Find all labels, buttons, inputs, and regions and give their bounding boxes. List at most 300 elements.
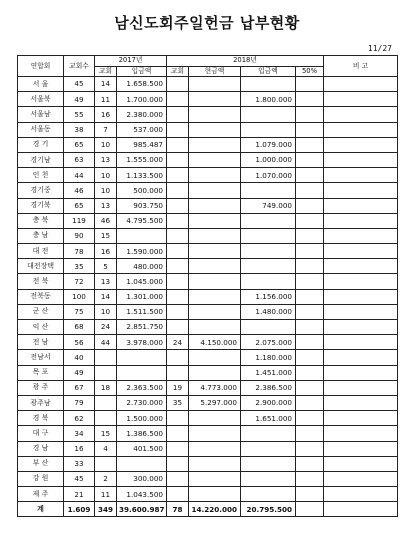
row-2018-cash (189, 228, 241, 243)
row-note (324, 183, 398, 198)
row-2018-churches (167, 304, 189, 319)
row-region: 전남서 (18, 350, 64, 365)
row-2017-churches: 14 (95, 77, 117, 92)
table-row (18, 395, 398, 410)
row-2018-pct (296, 168, 324, 183)
row-2017-churches: 13 (95, 274, 117, 289)
row-2017-churches: 46 (95, 213, 117, 228)
total-count: 1.609 (64, 502, 95, 517)
row-note (324, 274, 398, 289)
row-2017-churches: 11 (95, 92, 117, 107)
row-2018-churches (167, 274, 189, 289)
row-2018-churches (167, 107, 189, 122)
row-note (324, 335, 398, 350)
header-year-2018: 2018년 (167, 56, 324, 67)
row-region: 경 북 (18, 411, 64, 426)
row-note (324, 259, 398, 274)
row-2018-pct (296, 92, 324, 107)
row-church-count: 67 (64, 380, 95, 395)
row-2017-amount: 1.700.000 (117, 92, 167, 107)
row-note (324, 213, 398, 228)
row-2018-churches (167, 137, 189, 152)
row-2018-churches (167, 487, 189, 502)
row-2017-churches: 2 (95, 471, 117, 486)
row-church-count: 16 (64, 441, 95, 456)
row-2017-amount: 300.000 (117, 471, 167, 486)
table-row (18, 350, 398, 365)
row-2017-amount: 2.730.000 (117, 395, 167, 410)
row-2018-cash (189, 365, 241, 380)
row-2017-churches: 5 (95, 259, 117, 274)
row-note (324, 122, 398, 137)
row-note (324, 228, 398, 243)
row-2017-amount: 1.511.500 (117, 304, 167, 319)
row-church-count: 45 (64, 77, 95, 92)
row-2018-churches (167, 122, 189, 137)
row-2018-amount: 1.800.000 (241, 92, 296, 107)
row-2018-pct (296, 228, 324, 243)
row-2018-cash (189, 304, 241, 319)
header-year-2017: 2017년 (95, 56, 167, 67)
row-region: 서울북 (18, 92, 64, 107)
row-2018-amount (241, 456, 296, 471)
row-2017-amount (117, 456, 167, 471)
total-2018-amount: 20.795.500 (241, 502, 296, 517)
table-row (18, 228, 398, 243)
row-2018-amount: 1.070.000 (241, 168, 296, 183)
row-church-count: 62 (64, 411, 95, 426)
table-row (18, 320, 398, 335)
row-note (324, 168, 398, 183)
header-2018-cash: 현금액 (189, 66, 241, 77)
row-2018-cash: 4.773.000 (189, 380, 241, 395)
row-2018-amount: 1.480.000 (241, 304, 296, 319)
row-2017-amount: 1.658.500 (117, 77, 167, 92)
row-2017-amount: 1.043.500 (117, 487, 167, 502)
header-2017-churches: 교회 (95, 66, 117, 77)
row-2018-amount: 2.386.500 (241, 380, 296, 395)
row-church-count: 45 (64, 471, 95, 486)
row-church-count: 33 (64, 456, 95, 471)
row-region: 대전장택 (18, 259, 64, 274)
row-2017-churches: 16 (95, 107, 117, 122)
row-2018-cash: 4.150.000 (189, 335, 241, 350)
row-2018-pct (296, 289, 324, 304)
row-2017-churches (95, 350, 117, 365)
row-2017-amount: 480.000 (117, 259, 167, 274)
row-note (324, 380, 398, 395)
row-2018-pct (296, 441, 324, 456)
total-2018-cash: 14.220.000 (189, 502, 241, 517)
row-2017-churches: 10 (95, 137, 117, 152)
row-2017-amount: 3.978.000 (117, 335, 167, 350)
total-2018-pct (296, 502, 324, 517)
row-2018-cash (189, 183, 241, 198)
page-number: 11/27 (367, 44, 392, 53)
row-2017-amount: 1.045.000 (117, 274, 167, 289)
row-2018-amount (241, 77, 296, 92)
total-row (18, 502, 398, 517)
row-2018-churches (167, 350, 189, 365)
row-region: 전 남 (18, 335, 64, 350)
row-church-count: 63 (64, 152, 95, 167)
row-2017-amount: 903.750 (117, 198, 167, 213)
row-church-count: 100 (64, 289, 95, 304)
row-region: 경기남 (18, 152, 64, 167)
row-2018-churches (167, 168, 189, 183)
row-2018-cash (189, 77, 241, 92)
row-2018-pct (296, 304, 324, 319)
row-2018-cash (189, 137, 241, 152)
row-region: 군 산 (18, 304, 64, 319)
row-region: 충 남 (18, 228, 64, 243)
row-church-count: 46 (64, 183, 95, 198)
row-2018-amount (241, 183, 296, 198)
row-2018-cash (189, 152, 241, 167)
row-2017-amount (117, 228, 167, 243)
row-2017-amount: 985.487 (117, 137, 167, 152)
row-2018-cash (189, 426, 241, 441)
row-2017-amount: 1.301.000 (117, 289, 167, 304)
row-church-count: 44 (64, 168, 95, 183)
row-2018-amount: 1.180.000 (241, 350, 296, 365)
row-2018-pct (296, 274, 324, 289)
row-2018-amount (241, 441, 296, 456)
row-note (324, 441, 398, 456)
row-2017-amount: 2.851.750 (117, 320, 167, 335)
row-2018-amount: 749.000 (241, 198, 296, 213)
row-2018-amount: 1.651.000 (241, 411, 296, 426)
table-row (18, 335, 398, 350)
row-2018-pct (296, 183, 324, 198)
row-2018-pct (296, 152, 324, 167)
row-2017-churches (95, 395, 117, 410)
row-region: 강 원 (18, 471, 64, 486)
row-2018-amount: 1.079.000 (241, 137, 296, 152)
table-row (18, 365, 398, 380)
row-2018-amount (241, 471, 296, 486)
row-2018-cash (189, 274, 241, 289)
table-row (18, 411, 398, 426)
payment-status-table (17, 55, 398, 517)
row-2018-pct (296, 456, 324, 471)
row-2018-pct (296, 335, 324, 350)
row-2017-churches: 16 (95, 244, 117, 259)
row-2018-pct (296, 259, 324, 274)
row-2018-amount: 2.900.000 (241, 395, 296, 410)
table-row (18, 244, 398, 259)
table-row (18, 259, 398, 274)
row-2017-amount: 4.795.500 (117, 213, 167, 228)
row-note (324, 152, 398, 167)
row-2018-pct (296, 244, 324, 259)
header-2018-pct: 50% (296, 66, 324, 77)
table-row (18, 213, 398, 228)
table-row (18, 168, 398, 183)
row-region: 충 북 (18, 213, 64, 228)
row-2018-churches (167, 456, 189, 471)
row-2018-pct (296, 411, 324, 426)
row-2018-churches: 19 (167, 380, 189, 395)
row-2017-amount (117, 350, 167, 365)
table-row (18, 77, 398, 92)
row-2018-amount: 2.075.000 (241, 335, 296, 350)
table-row (18, 471, 398, 486)
row-2018-churches (167, 259, 189, 274)
table-row (18, 152, 398, 167)
page-title: 남신도회주일헌금 납부현황 (114, 14, 300, 32)
row-2018-pct (296, 107, 324, 122)
row-2017-churches (95, 411, 117, 426)
row-2017-churches (95, 456, 117, 471)
row-2018-cash (189, 122, 241, 137)
row-2017-churches: 24 (95, 320, 117, 335)
row-2017-churches: 7 (95, 122, 117, 137)
header-remarks: 비 고 (324, 56, 398, 77)
row-2018-amount (241, 228, 296, 243)
total-note (324, 502, 398, 517)
row-2018-amount (241, 274, 296, 289)
row-region: 익 산 (18, 320, 64, 335)
table-row (18, 456, 398, 471)
row-2018-amount (241, 259, 296, 274)
row-2018-churches (167, 289, 189, 304)
row-note (324, 350, 398, 365)
row-2018-amount: 1.156.000 (241, 289, 296, 304)
total-2018-churches: 78 (167, 502, 189, 517)
row-2018-churches: 24 (167, 335, 189, 350)
row-region: 인 천 (18, 168, 64, 183)
table-row (18, 304, 398, 319)
row-region: 경기중 (18, 183, 64, 198)
row-church-count: 38 (64, 122, 95, 137)
row-2018-pct (296, 320, 324, 335)
row-2018-churches (167, 92, 189, 107)
row-2018-churches (167, 77, 189, 92)
row-2018-cash: 5.297.000 (189, 395, 241, 410)
row-church-count: 55 (64, 107, 95, 122)
row-note (324, 304, 398, 319)
table-row (18, 380, 398, 395)
row-2018-pct (296, 198, 324, 213)
table-row (18, 137, 398, 152)
row-church-count: 79 (64, 395, 95, 410)
row-region: 광 주 (18, 380, 64, 395)
row-2018-amount (241, 107, 296, 122)
row-church-count: 65 (64, 137, 95, 152)
row-2018-amount (241, 213, 296, 228)
row-2018-churches (167, 213, 189, 228)
row-note (324, 198, 398, 213)
row-2017-churches (95, 365, 117, 380)
row-2018-churches (167, 426, 189, 441)
row-church-count: 119 (64, 213, 95, 228)
row-region: 경기북 (18, 198, 64, 213)
row-note (324, 395, 398, 410)
row-region: 전 북 (18, 274, 64, 289)
row-church-count: 35 (64, 259, 95, 274)
row-2018-pct (296, 213, 324, 228)
row-region: 대 구 (18, 426, 64, 441)
header-2017-amount: 입금액 (117, 66, 167, 77)
row-2018-cash (189, 213, 241, 228)
row-2018-cash (189, 198, 241, 213)
row-2017-churches: 14 (95, 289, 117, 304)
row-2018-churches (167, 320, 189, 335)
row-2017-amount: 1.555.000 (117, 152, 167, 167)
total-label: 계 (18, 502, 64, 517)
row-note (324, 426, 398, 441)
table-row (18, 122, 398, 137)
row-2018-pct (296, 365, 324, 380)
row-region: 경 기 (18, 137, 64, 152)
row-2018-churches (167, 183, 189, 198)
row-church-count: 21 (64, 487, 95, 502)
row-region: 경 남 (18, 441, 64, 456)
row-2018-cash (189, 289, 241, 304)
row-2017-churches: 15 (95, 426, 117, 441)
table-row (18, 183, 398, 198)
row-church-count: 78 (64, 244, 95, 259)
row-region: 부 산 (18, 456, 64, 471)
row-note (324, 289, 398, 304)
row-church-count: 90 (64, 228, 95, 243)
row-2018-cash (189, 168, 241, 183)
row-church-count: 72 (64, 274, 95, 289)
row-church-count: 49 (64, 365, 95, 380)
total-2017-churches: 349 (95, 502, 117, 517)
row-region: 목 포 (18, 365, 64, 380)
row-region: 제 주 (18, 487, 64, 502)
row-region: 서울동 (18, 122, 64, 137)
table-row (18, 426, 398, 441)
row-region: 전북동 (18, 289, 64, 304)
row-2018-churches: 35 (167, 395, 189, 410)
row-church-count: 75 (64, 304, 95, 319)
row-church-count: 68 (64, 320, 95, 335)
row-2017-churches: 10 (95, 304, 117, 319)
row-note (324, 471, 398, 486)
row-2018-amount (241, 244, 296, 259)
row-2018-churches (167, 471, 189, 486)
row-2017-churches: 13 (95, 152, 117, 167)
row-2018-pct (296, 137, 324, 152)
row-2018-churches (167, 152, 189, 167)
row-region: 서 울 (18, 77, 64, 92)
row-region: 서울남 (18, 107, 64, 122)
row-2018-cash (189, 350, 241, 365)
row-2018-cash (189, 441, 241, 456)
row-2018-amount: 1.451.000 (241, 365, 296, 380)
row-2018-cash (189, 456, 241, 471)
row-church-count: 65 (64, 198, 95, 213)
table-row (18, 289, 398, 304)
table-row (18, 92, 398, 107)
row-note (324, 107, 398, 122)
table-row (18, 274, 398, 289)
row-2018-cash (189, 471, 241, 486)
row-2018-churches (167, 441, 189, 456)
row-2017-amount: 1.133.500 (117, 168, 167, 183)
row-2017-amount: 1.386.500 (117, 426, 167, 441)
row-2018-churches (167, 411, 189, 426)
row-church-count: 49 (64, 92, 95, 107)
row-2017-churches: 10 (95, 168, 117, 183)
row-2018-churches (167, 365, 189, 380)
row-2017-churches: 44 (95, 335, 117, 350)
row-note (324, 487, 398, 502)
row-2018-churches (167, 228, 189, 243)
row-2017-amount: 1.500.000 (117, 411, 167, 426)
row-2017-churches: 13 (95, 198, 117, 213)
row-2018-pct (296, 487, 324, 502)
table-row (18, 198, 398, 213)
row-note (324, 244, 398, 259)
row-church-count: 40 (64, 350, 95, 365)
row-note (324, 365, 398, 380)
row-region: 광주남 (18, 395, 64, 410)
row-2018-churches (167, 244, 189, 259)
row-2018-cash (189, 92, 241, 107)
row-2018-cash (189, 259, 241, 274)
row-2018-pct (296, 380, 324, 395)
row-2017-churches: 10 (95, 183, 117, 198)
row-note (324, 137, 398, 152)
row-2018-cash (189, 411, 241, 426)
total-2017-amount: 39.600.987 (117, 502, 167, 517)
header-church-count: 교회수 (64, 56, 95, 77)
row-2017-amount: 1.590.000 (117, 244, 167, 259)
row-2018-cash (189, 244, 241, 259)
row-2018-pct (296, 77, 324, 92)
row-2018-amount (241, 426, 296, 441)
row-2017-churches: 4 (95, 441, 117, 456)
row-2018-cash (189, 487, 241, 502)
row-2018-pct (296, 350, 324, 365)
row-note (324, 411, 398, 426)
table-row (18, 107, 398, 122)
row-2018-cash (189, 320, 241, 335)
row-note (324, 92, 398, 107)
row-2018-pct (296, 471, 324, 486)
table-row (18, 487, 398, 502)
row-2017-churches: 11 (95, 487, 117, 502)
row-2017-churches: 15 (95, 228, 117, 243)
header-2018-churches: 교회 (167, 66, 189, 77)
row-2017-amount: 2.380.000 (117, 107, 167, 122)
row-2018-amount: 1.000.000 (241, 152, 296, 167)
row-note (324, 77, 398, 92)
row-2017-amount: 500.000 (117, 183, 167, 198)
row-2018-pct (296, 426, 324, 441)
row-2017-amount: 401.500 (117, 441, 167, 456)
row-2018-amount (241, 320, 296, 335)
row-2018-pct (296, 122, 324, 137)
row-2017-amount: 2.363.500 (117, 380, 167, 395)
row-2017-amount (117, 365, 167, 380)
row-note (324, 456, 398, 471)
row-note (324, 320, 398, 335)
row-2018-pct (296, 395, 324, 410)
row-2018-cash (189, 107, 241, 122)
row-2018-amount (241, 122, 296, 137)
header-2018-amount: 입금액 (241, 66, 296, 77)
table-row (18, 441, 398, 456)
row-2018-churches (167, 198, 189, 213)
row-2017-amount: 537.000 (117, 122, 167, 137)
header-region: 연합회 (18, 56, 64, 77)
row-church-count: 34 (64, 426, 95, 441)
